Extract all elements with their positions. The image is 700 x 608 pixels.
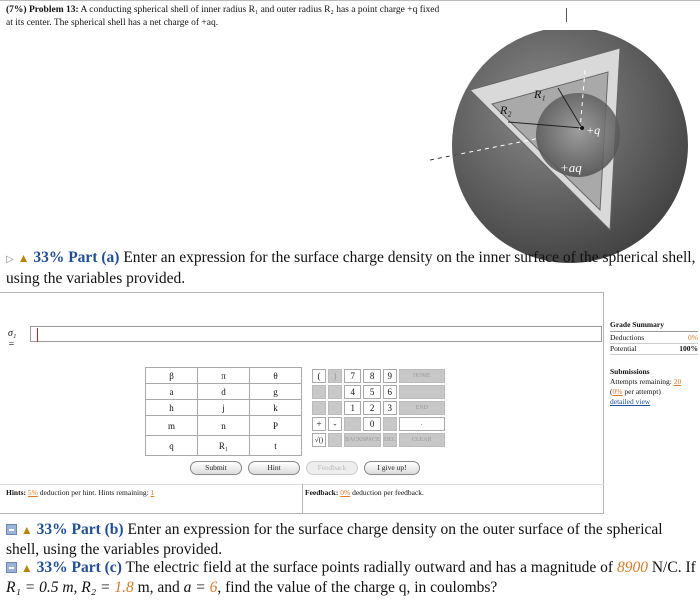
r2-label: R₂ = bbox=[81, 579, 111, 596]
var-row-4 bbox=[146, 416, 302, 436]
part-a-percent: 33% Part (a) bbox=[33, 249, 120, 266]
submissions-title: Submissions bbox=[610, 367, 650, 376]
key-close-paren[interactable]: ) bbox=[328, 369, 342, 383]
problem-label: Problem 13: bbox=[28, 5, 79, 15]
label-r1: R₁ bbox=[534, 87, 546, 101]
part-a-heading[interactable] bbox=[6, 248, 698, 288]
shell-diagram bbox=[430, 30, 700, 270]
key-6[interactable]: 6 bbox=[383, 385, 397, 399]
key-3[interactable]: 3 bbox=[383, 401, 397, 415]
footer-vertical-divider bbox=[302, 484, 303, 514]
collapse-icon[interactable] bbox=[6, 562, 17, 573]
key-del[interactable]: DEL bbox=[383, 433, 397, 447]
key-4[interactable]: 4 bbox=[344, 385, 361, 399]
part-c-percent: 33% Part (c) bbox=[36, 559, 122, 576]
part-c-text-start: The electric field at the surface points radially outward and has a magnitude of bbox=[125, 559, 614, 576]
hint-button[interactable]: Hint bbox=[248, 461, 300, 475]
var-row-5 bbox=[146, 436, 302, 456]
grade-summary bbox=[610, 320, 698, 407]
hints-info: Hints: 5% deduction per hint. Hints remaining: 1 bbox=[6, 488, 155, 497]
a-value: 6 bbox=[209, 579, 218, 596]
part-b-percent: 33% Part (b) bbox=[36, 521, 124, 538]
label-center-charge: +q bbox=[586, 123, 601, 137]
key-sqrt[interactable]: √() bbox=[312, 433, 326, 447]
var-key-pi[interactable]: π bbox=[198, 368, 250, 384]
potential-row: Potential 100% bbox=[610, 344, 698, 353]
detailed-view-link[interactable]: detailed view bbox=[610, 397, 651, 406]
part-c-text-end: , find the value of the charge q, in coulombs? bbox=[217, 579, 498, 596]
key-7[interactable]: 7 bbox=[344, 369, 361, 383]
keypad-row-2 bbox=[312, 385, 445, 399]
warning-icon: ▲ bbox=[20, 523, 33, 537]
part-a-text: Enter an expression for the surface charge density on the inner surface of the spherical shell, using the variables provided. bbox=[6, 249, 696, 287]
attempts-remaining: Attempts remaining: 20 bbox=[610, 377, 682, 386]
feedback-info: Feedback: 0% deduction per feedback. bbox=[305, 488, 424, 497]
m-and: m, and bbox=[137, 579, 180, 596]
key-5[interactable]: 5 bbox=[363, 385, 380, 399]
e-field-value: 8900 bbox=[616, 559, 648, 576]
give-up-button[interactable]: I give up! bbox=[364, 461, 420, 475]
keypad-row-4 bbox=[312, 417, 445, 431]
key-backspace[interactable]: BACKSPACE bbox=[344, 433, 381, 447]
key-dot[interactable]: . bbox=[399, 417, 445, 431]
answer-input[interactable] bbox=[30, 326, 602, 342]
key-minus[interactable]: - bbox=[328, 417, 342, 431]
part-b-heading[interactable] bbox=[6, 520, 698, 559]
key-blank-6 bbox=[344, 417, 361, 431]
part-b-text: Enter an expression for the surface charge density on the outer surface of the spherical shell, using the variables provided. bbox=[6, 521, 663, 558]
warning-icon: ▲ bbox=[20, 561, 33, 575]
key-8[interactable]: 8 bbox=[363, 369, 380, 383]
part-c-units: N/C. If bbox=[651, 559, 696, 576]
var-key-n[interactable]: n bbox=[198, 416, 250, 436]
key-blank-3 bbox=[399, 385, 445, 399]
var-key-d[interactable]: d bbox=[198, 384, 250, 400]
key-clear[interactable]: CLEAR bbox=[399, 433, 445, 447]
keypad-row-1 bbox=[312, 369, 445, 383]
var-row-1 bbox=[146, 368, 302, 384]
var-key-h[interactable]: h bbox=[146, 400, 198, 416]
key-blank-4 bbox=[312, 401, 326, 415]
top-rule bbox=[0, 0, 700, 1]
submit-button[interactable]: Submit bbox=[190, 461, 242, 475]
part-c-heading[interactable] bbox=[6, 558, 698, 597]
text-cursor bbox=[37, 328, 38, 342]
key-home[interactable]: HOME bbox=[399, 369, 445, 383]
var-row-3 bbox=[146, 400, 302, 416]
per-attempt: (0% per attempt) bbox=[610, 387, 661, 396]
var-key-t[interactable]: t bbox=[250, 436, 302, 456]
var-key-p[interactable]: P bbox=[250, 416, 302, 436]
key-9[interactable]: 9 bbox=[383, 369, 397, 383]
key-blank-2 bbox=[328, 385, 342, 399]
problem-text: A conducting spherical shell of inner radius R₁ and outer radius R₂ has a point charge +q fixed at its center. The spherical shell has a net charge of +aq. bbox=[6, 5, 440, 28]
var-key-beta[interactable]: β bbox=[146, 368, 198, 384]
label-shell-charge: +aq bbox=[560, 160, 582, 175]
var-key-q[interactable]: q bbox=[146, 436, 198, 456]
expand-arrow-icon[interactable]: ▷ bbox=[6, 254, 14, 265]
var-key-theta[interactable]: θ bbox=[250, 368, 302, 384]
spherical-shell-figure bbox=[430, 30, 700, 270]
center-charge-dot bbox=[580, 126, 584, 130]
var-key-a[interactable]: a bbox=[146, 384, 198, 400]
problem-statement bbox=[6, 4, 446, 30]
var-row-2 bbox=[146, 384, 302, 400]
key-1[interactable]: 1 bbox=[344, 401, 361, 415]
problem-weight: (7%) bbox=[6, 5, 27, 15]
answer-label: σ₁ = bbox=[8, 328, 17, 350]
key-open-paren[interactable]: ( bbox=[312, 369, 326, 383]
key-blank-7 bbox=[383, 417, 397, 431]
key-plus[interactable]: + bbox=[312, 417, 326, 431]
collapse-icon[interactable] bbox=[6, 524, 17, 535]
var-key-m[interactable]: m bbox=[146, 416, 198, 436]
grade-summary-title: Grade Summary bbox=[610, 320, 698, 332]
variable-keypad bbox=[145, 367, 302, 456]
key-blank-5 bbox=[328, 401, 342, 415]
key-blank-1 bbox=[312, 385, 326, 399]
deductions-row: Deductions 0% bbox=[610, 333, 698, 342]
figure-tick bbox=[566, 8, 567, 22]
label-r2: R₂ bbox=[500, 103, 512, 117]
keypad-row-5 bbox=[312, 433, 445, 447]
var-key-k[interactable]: k bbox=[250, 400, 302, 416]
key-end[interactable]: END bbox=[399, 401, 445, 415]
r2-value: 1.8 bbox=[114, 579, 134, 596]
feedback-button[interactable]: Feedback bbox=[306, 461, 358, 475]
warning-icon: ▲ bbox=[17, 251, 30, 265]
keypad-row-3 bbox=[312, 401, 445, 415]
var-key-j[interactable]: j bbox=[198, 400, 250, 416]
a-label: a = bbox=[183, 579, 206, 596]
key-blank-8 bbox=[328, 433, 342, 447]
key-2[interactable]: 2 bbox=[363, 401, 380, 415]
var-key-r1[interactable]: R₁ bbox=[198, 436, 250, 456]
r1-equation: R₁ = 0.5 m, bbox=[6, 579, 78, 596]
number-keypad bbox=[310, 367, 447, 449]
var-key-g[interactable]: g bbox=[250, 384, 302, 400]
key-0[interactable]: 0 bbox=[363, 417, 380, 431]
